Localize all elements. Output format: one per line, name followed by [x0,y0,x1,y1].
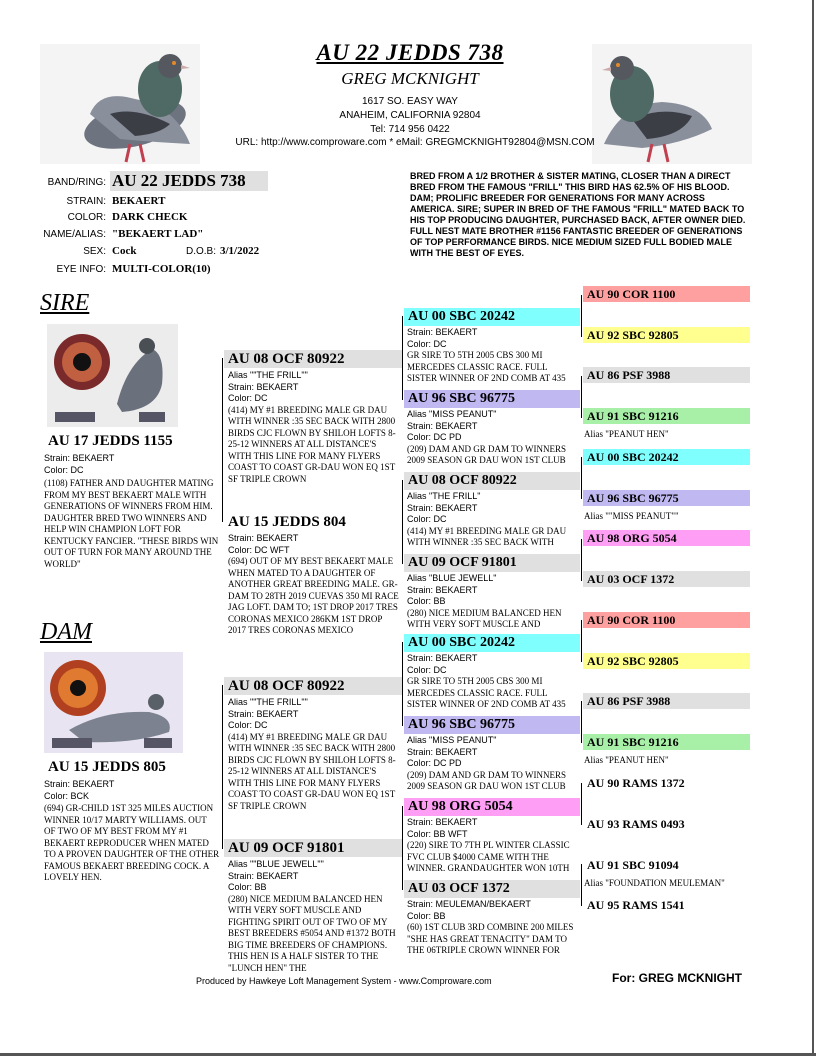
great-grandparent-band: AU 96 SBC 96775 [404,716,580,734]
great-grandparent-details [407,491,577,551]
connector-g5-2 [581,376,582,418]
connector-g5-7 [581,783,582,825]
grandparent-ss-color: Color: DC [228,393,268,403]
great-grandparent-color: Color: DC [407,514,447,524]
connector-g5-3 [581,457,582,499]
great-grandparent-color: Color: DC PD [407,758,462,768]
grandparent-dd-band: AU 09 OCF 91801 [224,839,402,857]
grandparent-dd-strain: Strain: BEKAERT [228,870,299,881]
great-grandparent-notes: GR SIRE TO 5TH 2005 CBS 300 MI MERCEDES CLASSIC RACE. FULL SISTER WINNER OF 2ND COMB AT 435 [407,350,566,383]
great-grandparent-band: AU 03 OCF 1372 [404,880,580,898]
gen5-band: AU 91 SBC 91094 [583,857,750,873]
grandparent-ds-strain: Strain: BEKAERT [228,708,299,719]
grandparent-sd-details [228,533,400,663]
subject-description: BRED FROM A 1/2 BROTHER & SISTER MATING, CLOSER THAN A DIRECT BRED FROM THE FAMOUS "FRILL" THIS BIRD HAS 62.5% OF HIS BLOOD. DAM; PROLIFIC BREEDER FOR GENERATIONS FOR MANY ACROSS AMERICA. SIRE; SUPER IN BRED OF THE FAMOUS "FRILL" MATED BACK TO HIS TOP PRODUCING DAUGHTER, PURCHASED BACK, AFTER OWNER DIED. FULL NEST MATE BROTHER #1156 FANTASTIC BREEDER OF GENERATIONS OF TOP PERFORMANCE BIRDS. NICE MEDIUM SIZED FULL BODIED MALE WITH THE BEST OF EYES. [410,171,746,258]
subject-band: AU 22 JEDDS 738 [112,171,246,190]
gen5-alias: Alias ""MISS PEANUT"" [584,511,679,521]
subject-photo-left [40,44,200,164]
sire-color: Color: DC [44,465,84,475]
great-grandparent-notes: (414) MY #1 BREEDING MALE GR DAU WITH WINNER :35 SEC BACK WITH [407,525,567,547]
grandparent-ds-notes: (414) MY #1 BREEDING MALE GR DAU WITH WINNER :35 SEC BACK WITH 2800 BIRDS CJC FLOWN BY SHILOH LOFTS 8-25-12 WINNERS AT ALL DISTANCE'S WITH THIS LINE FOR MANY FLYERS COAST TO COAST GR-DAU WON EQ 1ST SF TRIPLE CROWN [228,731,396,811]
great-grandparent-band: AU 96 SBC 96775 [404,390,580,408]
connector-g5-4 [581,539,582,581]
great-grandparent-details [407,817,577,877]
grandparent-ss-alias: Alias ""THE FRILL"" [228,370,308,380]
sex-label: SEX: [83,246,106,257]
gen5-alias: Alias "PEANUT HEN" [584,429,669,439]
great-grandparent-strain: Strain: BEKAERT [407,327,478,337]
address-line-1: 1617 SO. EASY WAY [362,96,458,107]
gen5-band: AU 03 OCF 1372 [583,571,750,587]
great-grandparent-strain: Strain: MEULEMAN/BEKAERT [407,899,531,909]
great-grandparent-notes: (209) DAM AND GR DAM TO WINNERS 2009 SEASON GR DAU WON 1ST CLUB [407,443,567,465]
dam-band: AU 15 JEDDS 805 [48,759,166,775]
connector-sire [222,358,223,522]
grandparent-sd-band: AU 15 JEDDS 804 [224,513,402,531]
produced-by: Produced by Hawkeye Loft Management System - www.Comproware.com [196,976,492,986]
subject-sex: Cock [112,245,137,257]
grandparent-sd-strain: Strain: BEKAERT [228,533,299,543]
sire-notes: (1108) FATHER AND DAUGHTER MATING FROM MY BEST BEKAERT MALE WITH GENERATIONS OF WINNERS FROM HIM. DAUGHTER BRED TWO WINNERS AND HELP WIN CHAMPION LOFT FOR KENTUCKY FANCIER. "THESE BIRDS WIN OUT OF TURN FOR MANY AROUND THE WORLD" [44,478,219,569]
gen5-band: AU 86 PSF 3988 [583,367,750,383]
subject-dob: 3/1/2022 [220,245,260,257]
gen5-band: AU 90 COR 1100 [583,286,750,302]
strain-label: STRAIN: [66,196,106,207]
owner-name: GREG MCKNIGHT [341,69,479,88]
great-grandparent-alias: Alias "THE FRILL" [407,491,481,501]
great-grandparent-band: AU 08 OCF 80922 [404,472,580,490]
great-grandparent-band: AU 00 SBC 20242 [404,308,580,326]
dam-heading: DAM [40,619,92,645]
gen5-band: AU 93 RAMS 0493 [583,816,750,832]
great-grandparent-alias: Alias "MISS PEANUT" [407,735,497,745]
great-grandparent-color: Color: BB [407,910,446,921]
great-grandparent-notes: (60) 1ST CLUB 3RD COMBINE 200 MILES "SHE HAS GREAT TENACITY" DAM TO THE 06TRIPLE CROWN WINNER FOR [407,922,574,955]
dam-notes: (694) GR-CHILD 1ST 325 MILES AUCTION WINNER 10/17 MARTY WILLIAMS. OUT OF TWO OF MY BEST FROM MY #1 BEKAERT REPRODUCER WHEN MATED TO A PROVEN DAUGHTER OF THE OTHER FAMOUS BEKAERT BREEDING COCK. A LOVELY HEN. [44,803,220,882]
band-label: BAND/RING: [47,177,106,188]
connector-dam [222,685,223,849]
gen5-band: AU 86 PSF 3988 [583,693,750,709]
great-grandparent-alias: Alias "BLUE JEWELL" [407,573,497,583]
name-label: NAME/ALIAS: [43,229,106,240]
great-grandparent-details [407,653,577,713]
page-title: AU 22 JEDDS 738 [316,40,504,65]
great-grandparent-strain: Strain: BEKAERT [407,584,478,595]
sire-photo [47,324,178,427]
phone-number: Tel: 714 956 0422 [370,124,450,135]
connector-g5-6 [581,701,582,743]
connector-gs3 [402,642,403,726]
subject-name: "BEKAERT LAD" [112,228,204,240]
grandparent-sd-notes: (694) OUT OF MY BEST BEKAERT MALE WHEN MATED TO A DAUGHTER OF ANOTHER GREAT BREEDING MALE. GR-DAM TO 28TH 2019 CUEVAS 350 MI RACE JAG LOFT. DAM TO; 1ST DROP 2017 TRES CORONAS MEXICO 286KM 1ST DROP 2017 TRES CORONAS MEXICO [228,556,399,635]
grandparent-dd-alias: Alias ""BLUE JEWELL"" [228,859,324,869]
subject-color: DARK CHECK [112,211,188,223]
sire-strain: Strain: BEKAERT [44,453,115,463]
great-grandparent-color: Color: DC PD [407,432,462,442]
gen5-band: AU 91 SBC 91216 [583,734,750,750]
gen5-band: AU 90 RAMS 1372 [583,775,750,791]
grandparent-ss-notes: (414) MY #1 BREEDING MALE GR DAU WITH WINNER :35 SEC BACK WITH 2800 BIRDS CJC FLOWN BY SHILOH LOFTS 8-25-12 WINNERS AT ALL DISTANCE'S WITH THIS LINE FOR MANY FLYERS COAST TO COAST GR-DAU WON EQ 1ST SF TRIPLE CROWN [228,404,396,484]
great-grandparent-color: Color: BB [407,596,446,606]
great-grandparent-color: Color: DC [407,338,447,349]
color-label: COLOR: [67,212,106,223]
gen5-band: AU 92 SBC 92805 [583,653,750,669]
gen5-alias: Alias "FOUNDATION MEULEMAN" [584,878,725,888]
great-grandparent-band: AU 09 OCF 91801 [404,554,580,572]
great-grandparent-strain: Strain: BEKAERT [407,653,478,663]
great-grandparent-details [407,409,577,469]
gen5-band: AU 96 SBC 96775 [583,490,750,506]
grandparent-ds-band: AU 08 OCF 80922 [224,677,402,695]
address-line-2: ANAHEIM, CALIFORNIA 92804 [339,110,481,121]
url-email-line: URL: http://www.comproware.com * eMail: GREGMCKNIGHT92804@MSN.COM [235,137,595,148]
dob-label: D.O.B: [186,246,217,257]
grandparent-sd-color: Color: DC WFT [228,544,290,555]
grandparent-dd-notes: (280) NICE MEDIUM BALANCED HEN WITH VERY SOFT MUSCLE AND FIGHTING SPIRIT OUT OF TWO OF MY BEST BREEDERS #5054 AND #1372 BOTH BIG TIME BREEDERS OF CHAMPIONS. THIS HEN IS A HALF SISTER TO THE "LUNCH HEN" THE [228,893,396,973]
great-grandparent-details [407,735,577,795]
subject-eye: MULTI-COLOR(10) [112,263,211,275]
gen5-band: AU 95 RAMS 1541 [583,897,750,913]
gen5-band: AU 91 SBC 91216 [583,408,750,424]
sire-heading: SIRE [40,290,90,316]
great-grandparent-notes: (209) DAM AND GR DAM TO WINNERS 2009 SEASON GR DAU WON 1ST CLUB [407,769,567,791]
great-grandparent-strain: Strain: BEKAERT [407,746,478,757]
great-grandparent-details [407,573,577,633]
grandparent-ss-details [228,370,398,500]
gen5-alias: Alias "PEANUT HEN" [584,755,669,765]
great-grandparent-notes: GR SIRE TO 5TH 2005 CBS 300 MI MERCEDES CLASSIC RACE. FULL SISTER WINNER OF 2ND COMB AT 435 [407,676,566,709]
great-grandparent-notes: (220) SIRE TO 7TH PL WINTER CLASSIC FVC CLUB $4000 CAME WITH THE WINNER. GRANDAUGHTER WON 10TH [407,840,570,873]
great-grandparent-details [407,899,577,959]
great-grandparent-strain: Strain: BEKAERT [407,420,478,431]
grandparent-dd-color: Color: BB [228,882,267,892]
subject-strain: BEKAERT [112,195,166,207]
connector-g5-5 [581,620,582,662]
gen5-band: AU 92 SBC 92805 [583,327,750,343]
for-owner: For: GREG MCKNIGHT [612,971,742,985]
gen5-band: AU 00 SBC 20242 [583,449,750,465]
great-grandparent-band: AU 00 SBC 20242 [404,634,580,652]
grandparent-ds-color: Color: DC [228,720,268,730]
great-grandparent-color: Color: BB WFT [407,828,468,839]
grandparent-ss-band: AU 08 OCF 80922 [224,350,402,368]
great-grandparent-alias: Alias "MISS PEANUT" [407,409,497,419]
eye-label: EYE INFO: [56,264,106,275]
grandparent-ds-alias: Alias ""THE FRILL"" [228,697,308,707]
grandparent-ds-details [228,697,398,827]
dam-strain: Strain: BEKAERT [44,779,115,789]
great-grandparent-strain: Strain: BEKAERT [407,502,478,513]
gen5-band: AU 90 COR 1100 [583,612,750,628]
page-border-right [812,0,814,1056]
great-grandparent-details [407,327,577,387]
connector-g5-1 [581,295,582,337]
connector-gs2 [402,480,403,564]
gen5-band: AU 98 ORG 5054 [583,530,750,546]
connector-g5-8 [581,864,582,906]
great-grandparent-notes: (280) NICE MEDIUM BALANCED HEN WITH VERY SOFT MUSCLE AND [407,607,562,629]
great-grandparent-band: AU 98 ORG 5054 [404,798,580,816]
connector-gs1 [402,316,403,400]
grandparent-dd-details [228,859,398,977]
dam-color: Color: BCK [44,791,90,801]
connector-gs4 [402,806,403,890]
grandparent-ss-strain: Strain: BEKAERT [228,381,299,392]
sire-band: AU 17 JEDDS 1155 [48,433,173,449]
great-grandparent-strain: Strain: BEKAERT [407,817,478,827]
great-grandparent-color: Color: DC [407,664,447,675]
dam-photo [44,652,183,753]
